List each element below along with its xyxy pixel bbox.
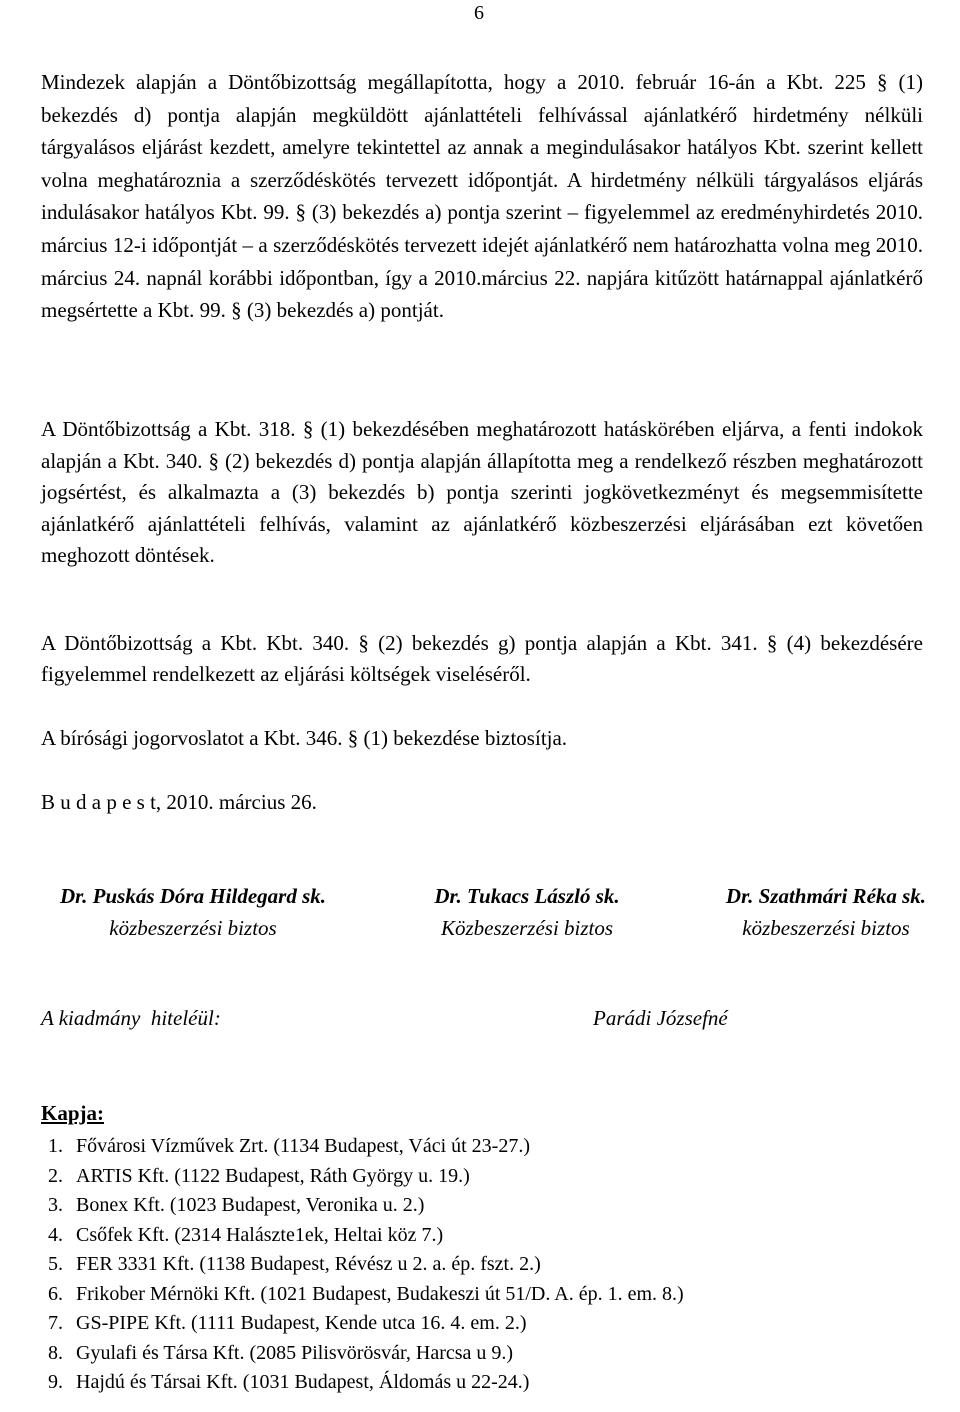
list-item-number: 9. (48, 1371, 63, 1393)
list-item-number: 7. (48, 1312, 63, 1334)
body-paragraph: A Döntőbizottság a Kbt. 318. § (1) bekezdésében meghatározott hatáskörében eljárva, a fenti indokok alapján a Kbt. 340. § (2) bekezdés d) pontja alapján állapította meg a rendelkező részben meghatározott jogsértést, és alkalmazta a (3) bekezdés b) pontja szerinti jogkövetkezményt és megsemmisítette ajánlatkérő ajánlattételi felhívás, valamint az ajánlatkérő közbeszerzési eljárásában ezt követően meghozott döntések. (41, 417, 923, 567)
date-line: B u d a p e s t, 2010. március 26. (41, 790, 317, 814)
recipients-list (48, 1132, 684, 1398)
list-item (48, 1309, 684, 1339)
list-item-text: FER 3331 Kft. (1138 Budapest, Révész u 2. a. ép. fszt. 2.) (76, 1253, 541, 1275)
page-number: 6 (474, 2, 484, 24)
signatory-name: Dr. Puskás Dóra Hildegard sk. (59, 884, 327, 908)
list-item-text: ARTIS Kft. (1122 Budapest, Ráth György u. 19.) (76, 1164, 470, 1187)
list-item-number: 8. (48, 1341, 63, 1364)
body-paragraph: A Döntőbizottság a Kbt. Kbt. 340. § (2) bekezdés g) pontja alapján a Kbt. 341. § (4) bekezdésére figyelemmel rendelkezett az eljárási költségek viseléséről. (41, 631, 923, 686)
list-item-text: Frikober Mérnöki Kft. (1021 Budapest, Budakeszi út 51/D. A. ép. 1. em. 8.) (76, 1282, 684, 1305)
list-item-text: Csőfek Kft. (2314 Halászte1ek, Heltai köz 7.) (76, 1223, 444, 1246)
body-paragraph: A bírósági jogorvoslatot a Kbt. 346. § (1) bekezdése biztosítja. (41, 726, 568, 750)
list-item (48, 1191, 684, 1221)
body-paragraph: Mindezek alapján a Döntőbizottság megállapította, hogy a 2010. február 16-án a Kbt. 225 § (1) bekezdés d) pontja alapján megküldött ajánlattételi felhívással ajánlatkérő hirdetmény nélküli tárgyalásos eljárást kezdett, amelyre tekintettel az annak a megindulásakor hatályos Kbt. szerint kellett volna meghatároznia a szerződéskötés tervezett időpontját. A hirdetmény nélküli tárgyalásos eljárás indulásakor hatályos Kbt. 99. § (3) bekezdés a) pontja szerint – figyelemmel az eredményhirdetés 2010. március 12-i időpontját – a szerződéskötés tervezett idejét ajánlatkérő nem határozhatta volna meg 2010. március 24. napnál korábbi időpontban, így a 2010.március 22. napjára kitűzött határnappal ajánlatkérő megsértette a Kbt. 99. § (3) bekezdés a) pontját. (41, 70, 923, 323)
recipients-title: Kapja: (41, 1101, 104, 1125)
list-item-text: Fővárosi Vízművek Zrt. (1134 Budapest, Váci út 23-27.) (76, 1135, 531, 1157)
list-item-number: 1. (48, 1135, 63, 1157)
certification-label: A kiadmány hiteléül: (41, 1006, 221, 1030)
list-item (48, 1221, 684, 1251)
list-item (48, 1368, 684, 1398)
list-item (48, 1339, 684, 1369)
signatory (692, 880, 960, 944)
list-item-number: 5. (48, 1253, 63, 1275)
signatory-name: Dr. Szathmári Réka sk. (725, 884, 927, 908)
list-item-text: Hajdú és Társai Kft. (1031 Budapest, Áldomás u 22-24.) (76, 1371, 530, 1393)
signatory-name: Dr. Tukacs László sk. (434, 884, 620, 908)
list-item (48, 1280, 684, 1310)
list-item-number: 3. (48, 1194, 63, 1216)
list-item (48, 1250, 684, 1280)
certification-name: Parádi Józsefné (593, 1006, 728, 1030)
list-item-text: Gyulafi és Társa Kft. (2085 Pilisvörösvár, Harcsa u 9.) (76, 1341, 514, 1364)
signatory (392, 880, 662, 944)
list-item (48, 1162, 684, 1192)
list-item-text: GS-PIPE Kft. (1111 Budapest, Kende utca 16. 4. em. 2.) (76, 1312, 527, 1334)
list-item-number: 6. (48, 1282, 63, 1305)
signatory-role: közbeszerzési biztos (109, 916, 277, 940)
signatory (28, 880, 358, 944)
signatory-role: közbeszerzési biztos (742, 916, 910, 940)
list-item-number: 4. (48, 1223, 63, 1246)
signatory-role: Közbeszerzési biztos (440, 916, 614, 940)
list-item (48, 1132, 684, 1162)
list-item-text: Bonex Kft. (1023 Budapest, Veronika u. 2.) (76, 1194, 425, 1216)
list-item-number: 2. (48, 1164, 63, 1187)
